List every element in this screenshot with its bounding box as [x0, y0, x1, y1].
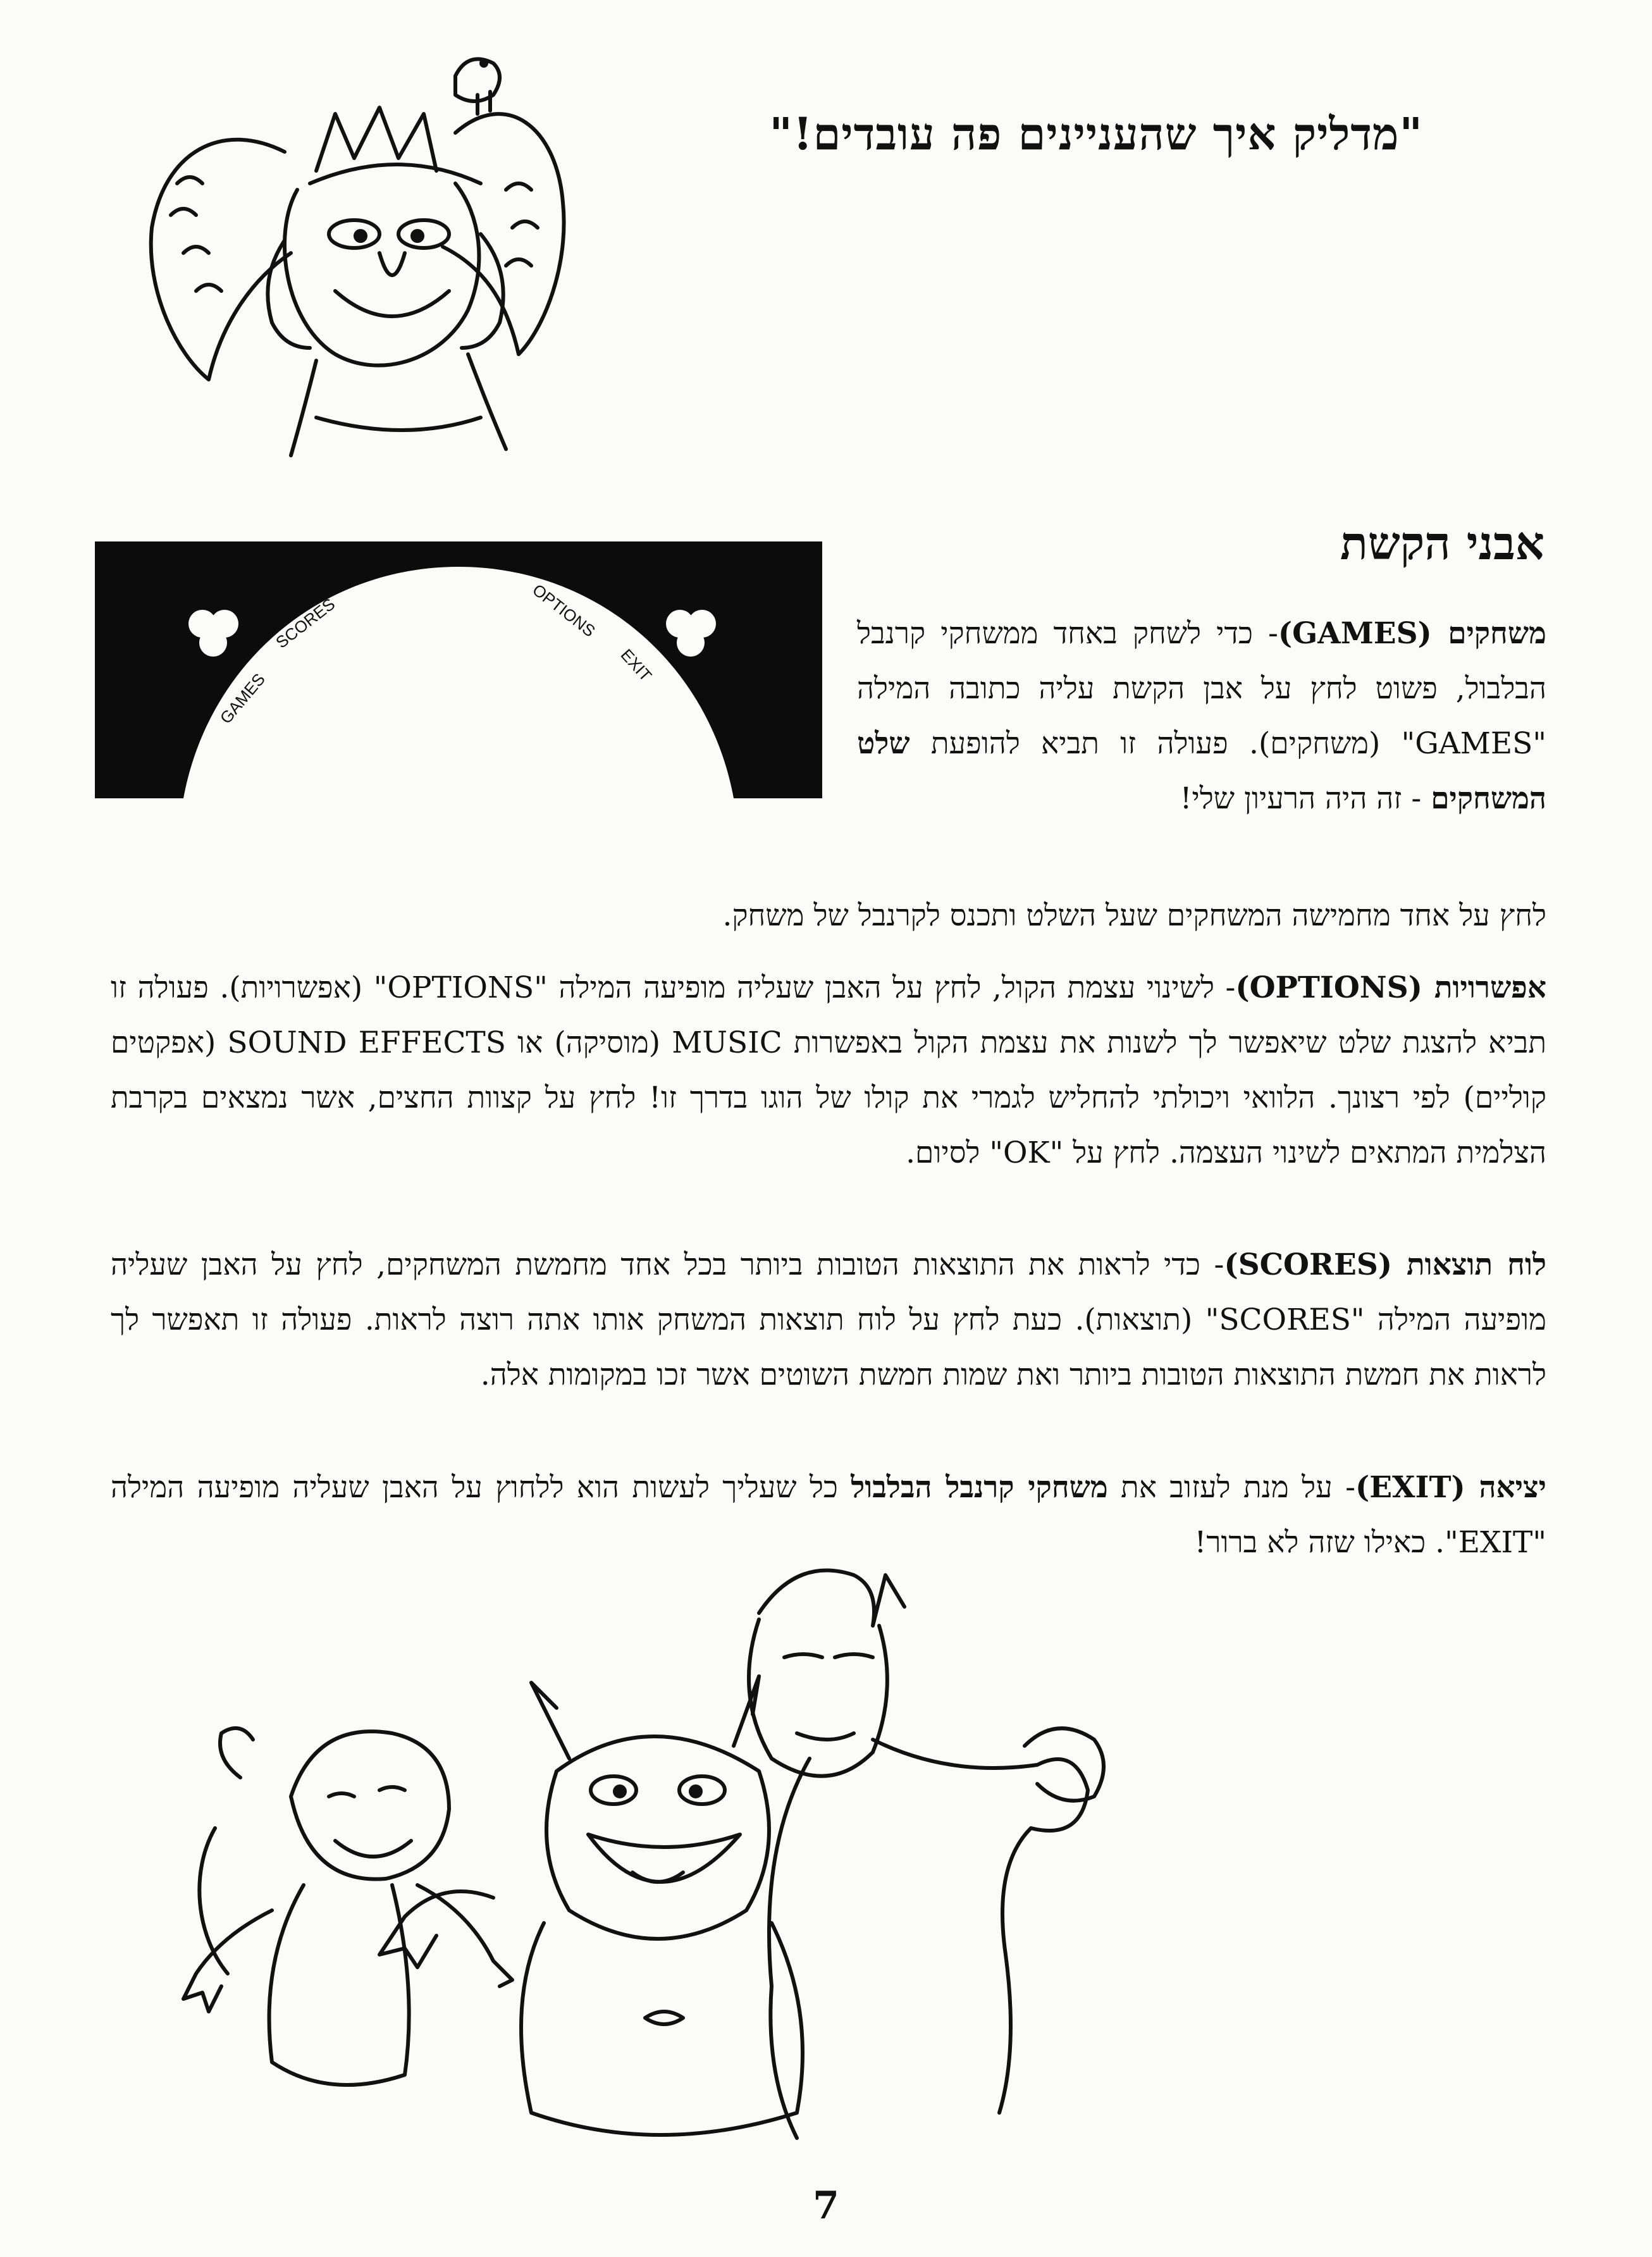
gargoyle-illustration: [126, 25, 582, 468]
page-number: 7: [813, 2184, 839, 2228]
games-term: משחקים (GAMES): [1278, 616, 1546, 651]
options-text: - לשינוי עצמת הקול, לחץ על האבן שעליה מופיעה המילה "OPTIONS" (אפשרויות). פעולה זו תביא להצגת שלט שיאפשר לך לשנות את עצמת הקול באפשרות MUSIC (מוסיקה) או SOUND EFFECTS (אפקטים קוליים) לפי רצונך. הלוואי ויכולתי להחליש לגמרי את קולו של הוגו בדרך זו! לחץ על קצוות החצים, אשר נמצאים בקרבת הצלמית המתאים לשינוי העצמה. לחץ על "OK" לסיום.: [111, 970, 1546, 1170]
gargoyles-group-illustration: [177, 1531, 1202, 2151]
games-text-end: - זה היה הרעיון שלי!: [1180, 781, 1431, 816]
options-paragraph: [111, 960, 1546, 1180]
arch-label-scores[interactable]: SCORES: [272, 594, 339, 652]
games-emphasis: שלט המשחקים: [857, 726, 1546, 816]
click-paragraph: לחץ על אחד מחמישה המשחקים שעל השלט ותכנס לקרנבל של משחק.: [722, 898, 1546, 933]
arch-label-games[interactable]: GAMES: [216, 669, 269, 727]
scores-term: לוח תוצאות (SCORES): [1224, 1247, 1546, 1282]
arch-label-options[interactable]: OPTIONS: [529, 580, 599, 641]
exit-text-end: כל שעליך לעשות הוא ללחוץ על האבן שעליה מופיעה המילה "EXIT". כאילו שזה לא ברור!: [111, 1470, 1546, 1560]
exit-text: - על מנת לעזוב את: [1107, 1470, 1355, 1505]
scores-paragraph: [111, 1237, 1546, 1402]
exit-term: יציאה (EXIT): [1355, 1470, 1546, 1505]
quote-heading: "מדליק איך שהעניינים פה עובדים!": [769, 108, 1423, 160]
exit-emphasis: משחקי קרנבל הבלבול: [851, 1470, 1108, 1505]
section-title: אבני הקשת: [1340, 516, 1544, 570]
arch-menu-image: [95, 541, 822, 798]
scores-text: - כדי לראות את התוצאות הטובות ביותר בכל אחד מחמשת המשחקים, לחץ על האבן שעליה מופיעה המילה "SCORES" (תוצאות). כעת לחץ על לוח תוצאות המשחק אותו אתה רוצה לראות. פעולה זו תאפשר לך לראות את חמשת התוצאות הטובות ביותר ואת שמות חמשת השוטים אשר זכו במקומות אלה.: [111, 1247, 1546, 1392]
games-text: - כדי לשחק באחד ממשחקי קרנבל הבלבול, פשוט לחץ על אבן הקשת עליה כתובה המילה "GAMES" (משחקים). פעולה זו תביא להופעת: [857, 616, 1546, 761]
options-term: אפשרויות (OPTIONS): [1235, 970, 1546, 1005]
games-paragraph: [857, 606, 1546, 826]
arch-label-exit[interactable]: EXIT: [617, 645, 656, 685]
